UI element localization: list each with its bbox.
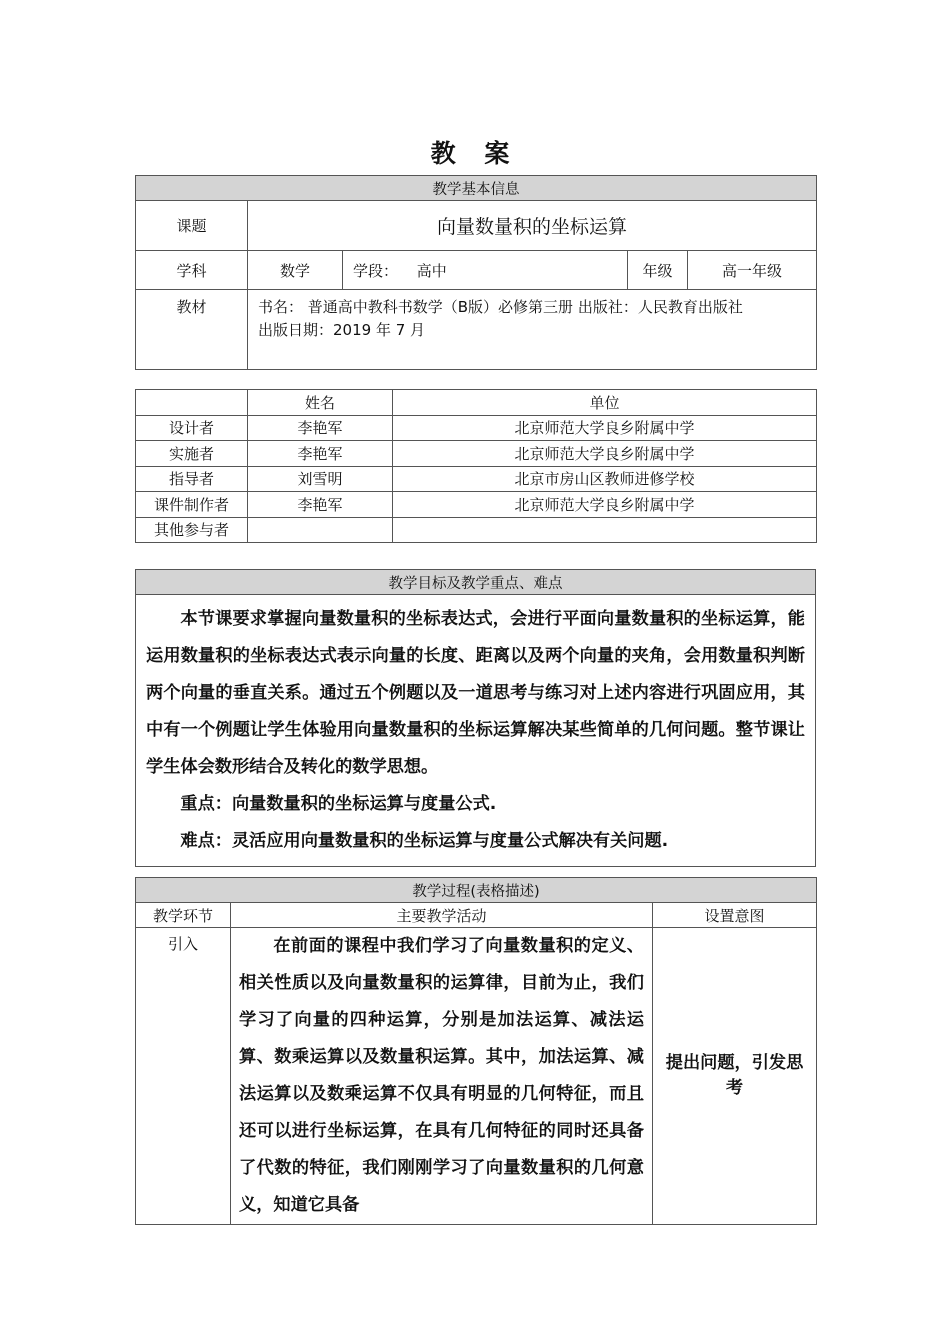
topic-value: 向量数量积的坐标运算 (248, 201, 817, 251)
goals-key-point: 重点：向量数量积的坐标运算与度量公式. (180, 794, 497, 814)
people-role: 其他参与者 (136, 517, 248, 543)
goals-table (135, 569, 816, 867)
subject-label: 学科 (136, 251, 248, 290)
process-activity: 在前面的课程中我们学习了向量数量积的定义、相关性质以及向量数量积的运算律，目前为止，我们学习了向量的四种运算，分别是加法运算、减法运算、数乘运算以及数量积运算。其中，加法运算、减法运算以及数乘运算不仅具有明显的几何特征，而且还可以进行坐标运算，在具有几何特征的同时还具备了代数的特征，我们刚刚学习了向量数量积的几何意义，知道它具备 (231, 928, 653, 1225)
people-col-name: 姓名 (248, 390, 393, 416)
document-title: 教 案 (430, 139, 520, 168)
people-unit: 北京市房山区教师进修学校 (393, 466, 817, 492)
people-unit: 北京师范大学良乡附属中学 (393, 492, 817, 518)
basic-info-header: 教学基本信息 (136, 176, 817, 201)
process-intent: 提出问题，引发思考 (653, 928, 817, 1225)
table-row (136, 492, 817, 518)
goals-difficulty: 难点：灵活应用向量数量积的坐标运算与度量公式解决有关问题. (180, 831, 669, 851)
people-role: 课件制作者 (136, 492, 248, 518)
process-col-intent: 设置意图 (653, 903, 817, 928)
basic-info-table (135, 175, 817, 370)
people-role: 指导者 (136, 466, 248, 492)
stage-cell (343, 251, 628, 290)
textbook-info (248, 290, 817, 370)
people-role: 实施者 (136, 441, 248, 467)
process-header: 教学过程(表格描述) (136, 878, 817, 903)
goals-body (136, 595, 816, 867)
people-unit (393, 517, 817, 543)
goals-paragraph: 本节课要求掌握向量数量积的坐标表达式，会进行平面向量数量积的坐标运算，能运用数量积的坐标表达式表示向量的长度、距离以及两个向量的夹角，会用数量积判断两个向量的垂直关系。通过五个例题以及一道思考与练习对上述内容进行巩固应用，其中有一个例题让学生体验用向量数量积的坐标运算解决某些简单的几何问题。整节课让学生体会数形结合及转化的数学思想。 (146, 609, 805, 777)
textbook-name-publisher: 书名： 普通高中教科书数学（B版）必修第三册 出版社：人民教育出版社 (258, 298, 743, 316)
process-col-activity: 主要教学活动 (231, 903, 653, 928)
people-col-unit: 单位 (393, 390, 817, 416)
textbook-label: 教材 (136, 290, 248, 370)
goals-header: 教学目标及教学重点、难点 (136, 570, 816, 595)
process-table (135, 877, 817, 1225)
process-stage: 引入 (136, 928, 231, 1225)
grade-label: 年级 (628, 251, 688, 290)
people-unit: 北京师范大学良乡附属中学 (393, 441, 817, 467)
people-unit: 北京师范大学良乡附属中学 (393, 415, 817, 441)
table-row (136, 466, 817, 492)
grade-value: 高一年级 (688, 251, 817, 290)
table-row (136, 441, 817, 467)
people-name: 李艳军 (248, 492, 393, 518)
stage-label: 学段： (353, 261, 399, 280)
people-name: 李艳军 (248, 415, 393, 441)
topic-label: 课题 (136, 201, 248, 251)
people-corner-cell (136, 390, 248, 416)
table-row (136, 517, 817, 543)
people-name: 李艳军 (248, 441, 393, 467)
people-table (135, 389, 817, 543)
textbook-date: 出版日期：2019 年 7 月 (258, 321, 426, 339)
people-name (248, 517, 393, 543)
table-row (136, 928, 817, 1225)
people-name: 刘雪明 (248, 466, 393, 492)
people-role: 设计者 (136, 415, 248, 441)
stage-value: 高中 (416, 261, 447, 280)
subject-value: 数学 (248, 251, 343, 290)
table-row (136, 415, 817, 441)
process-col-stage: 教学环节 (136, 903, 231, 928)
